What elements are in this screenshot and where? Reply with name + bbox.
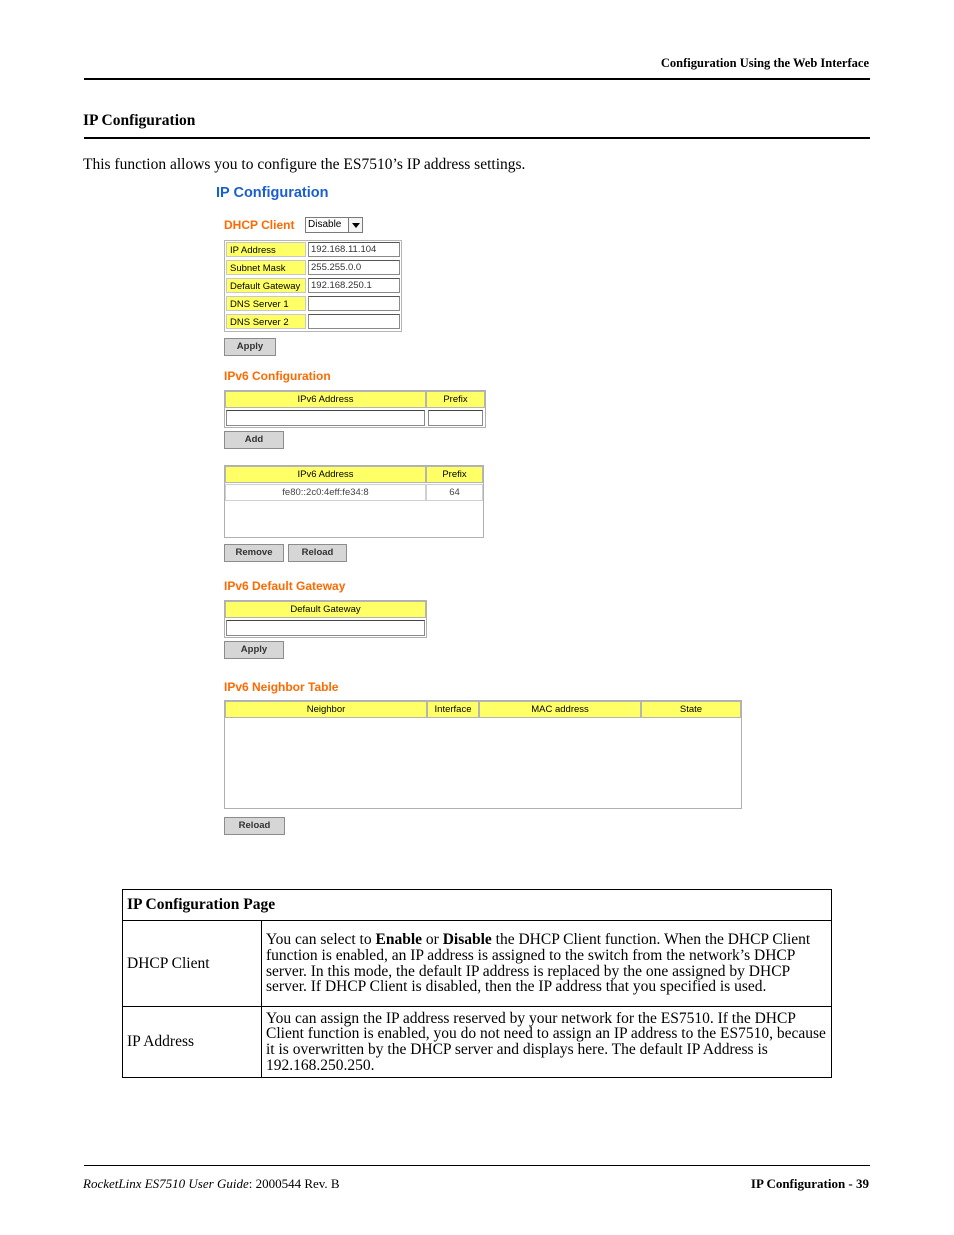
desc-text: the DHCP Client function. When the DHCP Client function is enabled, an IP address is assigned to the switch from the network’s DHCP server. In this mode, the default IP address is replaced by the one assigned by DHCP server. If DHCP Client is disabled, then the IP address that you specified is used. — [266, 931, 811, 996]
footer-product: RocketLinx ES7510 User Guide — [83, 1176, 249, 1191]
intro-paragraph: This function allows you to configure the ES7510’s IP address settings. — [83, 156, 526, 173]
neighbor-column-header: Neighbor — [225, 701, 427, 718]
form-row-default-gateway — [225, 277, 401, 295]
running-header: Configuration Using the Web Interface — [660, 56, 869, 70]
ipv6-gateway-input[interactable] — [226, 620, 425, 636]
ipv6-gateway-title: IPv6 Default Gateway — [224, 579, 346, 593]
table-header: IP Configuration Page — [123, 890, 832, 921]
desc-text: You can select to — [266, 931, 376, 949]
ipv6-list-address-cell[interactable]: fe80::2c0:4eff:fe34:8 — [225, 484, 426, 501]
desc-text: or — [422, 931, 443, 949]
field-label: DNS Server 2 — [226, 314, 306, 329]
table-row-name: DHCP Client — [123, 921, 262, 1007]
gateway-apply-button[interactable]: Apply — [224, 641, 284, 659]
ipv6-list-prefix-header: Prefix — [426, 466, 483, 483]
form-row-subnet-mask — [225, 259, 401, 277]
ui-page-title: IP Configuration — [216, 185, 329, 201]
section-rule — [84, 137, 870, 139]
ipv6-address-input[interactable] — [226, 410, 425, 426]
footer-doc-info — [83, 1176, 340, 1192]
field-label: Default Gateway — [226, 278, 306, 293]
dhcp-client-selected: Disable — [308, 219, 342, 230]
add-button[interactable]: Add — [224, 431, 284, 449]
interface-column-header: Interface — [427, 701, 479, 718]
dhcp-client-select[interactable] — [305, 217, 363, 233]
ipv6-prefix-header: Prefix — [426, 391, 485, 408]
section-title: IP Configuration — [83, 112, 196, 129]
footer-rule — [84, 1165, 870, 1166]
reload-button[interactable]: Reload — [288, 544, 347, 562]
table-header-row — [123, 890, 832, 921]
ipv6-list-address-header: IPv6 Address — [225, 466, 426, 483]
dns-server-2-input[interactable] — [308, 314, 400, 329]
desc-bold-disable: Disable — [442, 931, 492, 949]
table-row-name: IP Address — [123, 1007, 262, 1078]
subnet-mask-input[interactable]: 255.255.0.0 — [308, 260, 400, 275]
field-label: Subnet Mask — [226, 260, 306, 275]
form-row-dns-server-1 — [225, 295, 401, 313]
mac-address-column-header: MAC address — [479, 701, 641, 718]
ipv6-list-prefix-cell[interactable]: 64 — [426, 484, 483, 501]
form-row-dns-server-2 — [225, 313, 401, 331]
footer-doc-number: : 2000544 Rev. B — [248, 1176, 340, 1191]
table-row-description — [262, 921, 832, 1007]
ip-address-input[interactable]: 192.168.11.104 — [308, 242, 400, 257]
default-gateway-header: Default Gateway — [225, 601, 426, 618]
ip-settings-form — [224, 240, 402, 332]
ip-config-description-table — [122, 889, 832, 1078]
footer-page-label: IP Configuration - 39 — [750, 1176, 869, 1191]
neighbor-reload-button[interactable]: Reload — [224, 817, 285, 835]
table-row-description: You can assign the IP address reserved by your network for the ES7510. If the DHCP Client function is enabled, you do not need to assign an IP address to the ES7510, because it is overwritten by the DHCP server and displays here. The default IP Address is 192.168.250.250. — [262, 1007, 832, 1078]
dhcp-client-label: DHCP Client — [224, 218, 295, 232]
neighbor-table-title: IPv6 Neighbor Table — [224, 680, 339, 694]
form-row-ip-address — [225, 241, 401, 259]
desc-bold-enable: Enable — [375, 931, 423, 949]
dns-server-1-input[interactable] — [308, 296, 400, 311]
ipv6-config-title: IPv6 Configuration — [224, 369, 331, 383]
ipv6-address-header: IPv6 Address — [225, 391, 426, 408]
apply-button[interactable]: Apply — [224, 338, 276, 356]
state-column-header: State — [641, 701, 741, 718]
header-rule — [84, 78, 870, 80]
field-label: IP Address — [226, 242, 306, 257]
remove-button[interactable]: Remove — [224, 544, 284, 562]
ipv6-prefix-input[interactable] — [428, 410, 483, 426]
table-row — [123, 1007, 832, 1078]
chevron-down-icon[interactable] — [348, 218, 362, 232]
field-label: DNS Server 1 — [226, 296, 306, 311]
table-row — [123, 921, 832, 1007]
default-gateway-input[interactable]: 192.168.250.1 — [308, 278, 400, 293]
